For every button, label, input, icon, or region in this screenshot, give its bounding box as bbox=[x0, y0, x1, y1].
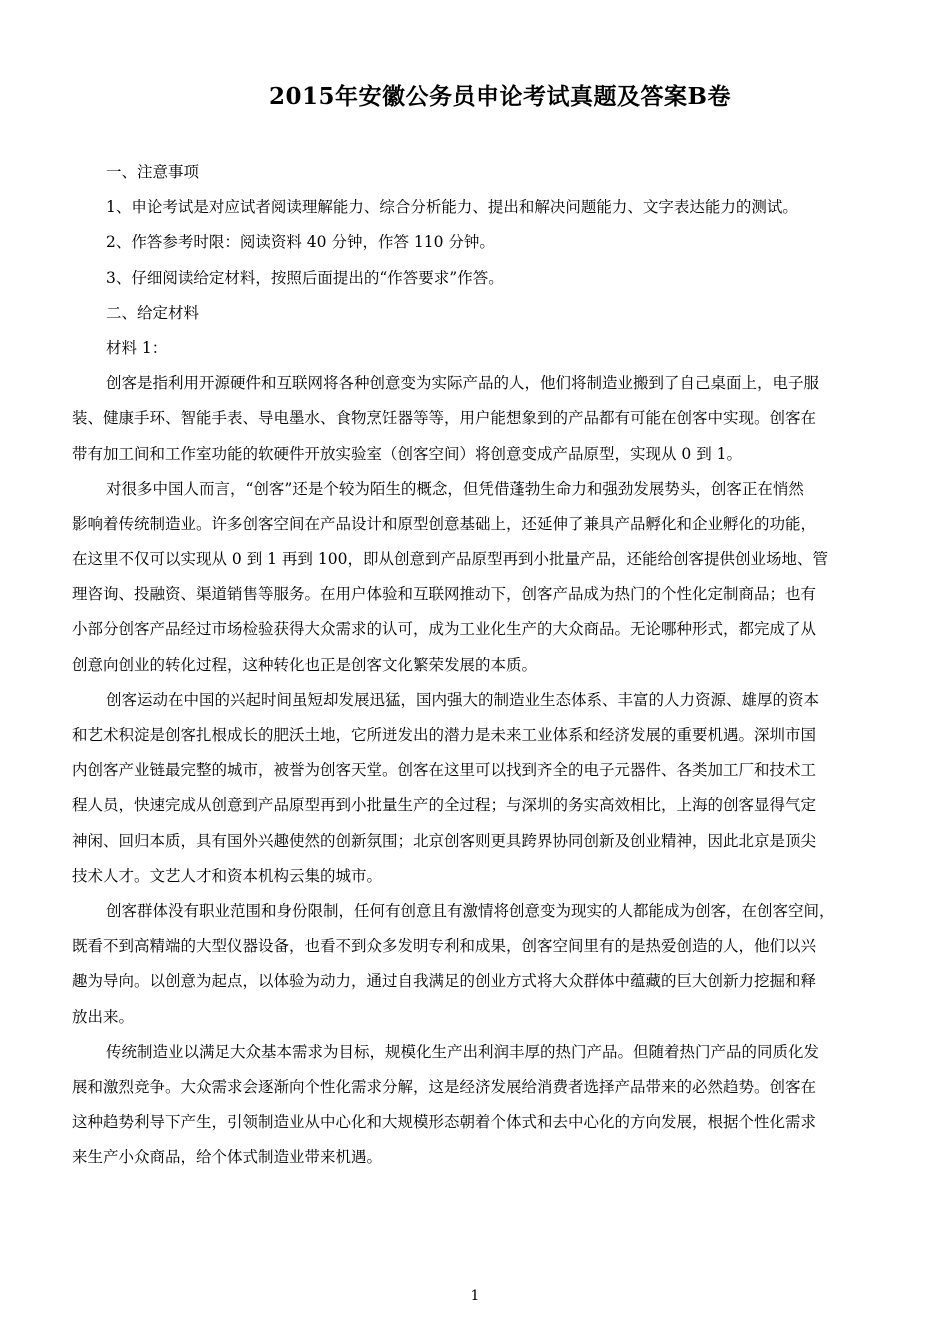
paragraph-line: 技术人才。文艺人才和资本机构云集的城市。 bbox=[72, 866, 383, 885]
notice-item-2: 2、作答参考时限：阅读资料 40 分钟，作答 110 分钟。 bbox=[106, 233, 495, 252]
notice-item-1: 1、申论考试是对应试者阅读理解能力、综合分析能力、提出和解决问题能力、文字表达能力的测试。 bbox=[106, 198, 798, 217]
paragraph-line: 对很多中国人而言，“创客”还是个较为陌生的概念，但凭借蓬勃生命力和强劲发展势头，创客正在悄然 bbox=[106, 479, 804, 498]
paragraph-line: 既看不到高精端的大型仪器设备，也看不到众多发明专利和成果，创客空间里有的是热爱创造的人，他们以兴 bbox=[72, 937, 817, 956]
paragraph-line: 创客是指利用开源硬件和互联网将各种创意变为实际产品的人，他们将制造业搬到了自己桌面上，电子服 bbox=[106, 374, 820, 393]
paragraph-line: 带有加工间和工作室功能的软硬件开放实验室（创客空间）将创意变成产品原型，实现从 0 到 1。 bbox=[72, 444, 743, 463]
notice-heading: 一、注意事项 bbox=[106, 163, 200, 181]
paragraph-line: 内创客产业链最完整的城市，被誉为创客天堂。创客在这里可以找到齐全的电子元器件、各类加工厂和技术工 bbox=[72, 761, 817, 780]
paragraph-line: 和艺术积淀是创客扎根成长的肥沃土地，它所迸发出的潜力是未来工业体系和经济发展的重要机遇。深圳市国 bbox=[72, 726, 817, 744]
paragraph-line: 影响着传统制造业。许多创客空间在产品设计和原型创意基础上，还延伸了兼具产品孵化和企业孵化的功能， bbox=[72, 514, 817, 533]
paragraph bbox=[72, 1035, 888, 1176]
paragraph-line: 来生产小众商品，给个体式制造业带来机遇。 bbox=[72, 1148, 383, 1167]
notice-item-3: 3、仔细阅读给定材料，按照后面提出的“作答要求”作答。 bbox=[106, 268, 504, 287]
paragraph-line: 这种趋势利导下产生，引领制造业从中心化和大规模形态朝着个体式和去中心化的方向发展，根据个性化需求 bbox=[72, 1113, 817, 1132]
paragraph-line: 展和激烈竞争。大众需求会逐渐向个性化需求分解，这是经济发展给消费者选择产品带来的必然趋势。创客在 bbox=[72, 1077, 817, 1096]
document-body bbox=[72, 155, 888, 1175]
paragraph-line: 趣为导向。以创意为起点，以体验为动力，通过自我满足的创业方式将大众群体中蕴藏的巨大创新力挖掘和释 bbox=[72, 972, 817, 991]
paragraph-line: 创客运动在中国的兴起时间虽短却发展迅猛，国内强大的制造业生态体系、丰富的人力资源、雄厚的资本 bbox=[106, 690, 820, 709]
paragraph bbox=[72, 894, 888, 1035]
document-title: 2015年安徽公务员申论考试真题及答案B卷 bbox=[269, 83, 731, 110]
materials-heading: 二、给定材料 bbox=[106, 303, 200, 322]
paragraph-line: 放出来。 bbox=[72, 1007, 135, 1026]
paragraph-line: 程人员，快速完成从创意到产品原型再到小批量生产的全过程；与深圳的务实高效相比，上海的创客显得气定 bbox=[72, 796, 817, 815]
paragraph-line: 神闲、回归本质，具有国外兴趣使然的创新氛围；北京创客则更具跨界协同创新及创业精神，因此北京是顶尖 bbox=[72, 831, 817, 850]
paragraph-line: 在这里不仅可以实现从 0 到 1 再到 100，即从创意到产品原型再到小批量产品，还能给创客提供创业场地、管 bbox=[72, 550, 828, 569]
paragraph-line: 装、健康手环、智能手表、导电墨水、食物烹饪器等等，用户能想象到的产品都有可能在创客中实现。创客在 bbox=[72, 409, 817, 428]
paragraph bbox=[72, 683, 888, 894]
paragraph-line: 理咨询、投融资、渠道销售等服务。在用户体验和互联网推动下，创客产品成为热门的个性化定制商品；也有 bbox=[72, 585, 817, 604]
paragraph-line: 创意向创业的转化过程，这种转化也正是创客文化繁荣发展的本质。 bbox=[72, 655, 538, 674]
paragraph bbox=[72, 472, 888, 683]
material-1-label: 材料 1： bbox=[106, 338, 168, 357]
paragraph-line: 传统制造业以满足大众基本需求为目标，规模化生产出利润丰厚的热门产品。但随着热门产品的同质化发 bbox=[106, 1042, 820, 1061]
paragraph-line: 创客群体没有职业范围和身份限制，任何有创意且有激情将创意变为现实的人都能成为创客，在创客空间， bbox=[106, 901, 835, 920]
paragraph bbox=[72, 366, 888, 472]
page-number: 1 bbox=[470, 1288, 480, 1304]
paragraph-line: 小部分创客产品经过市场检验获得大众需求的认可，成为工业化生产的大众商品。无论哪种形式，都完成了从 bbox=[72, 620, 817, 639]
